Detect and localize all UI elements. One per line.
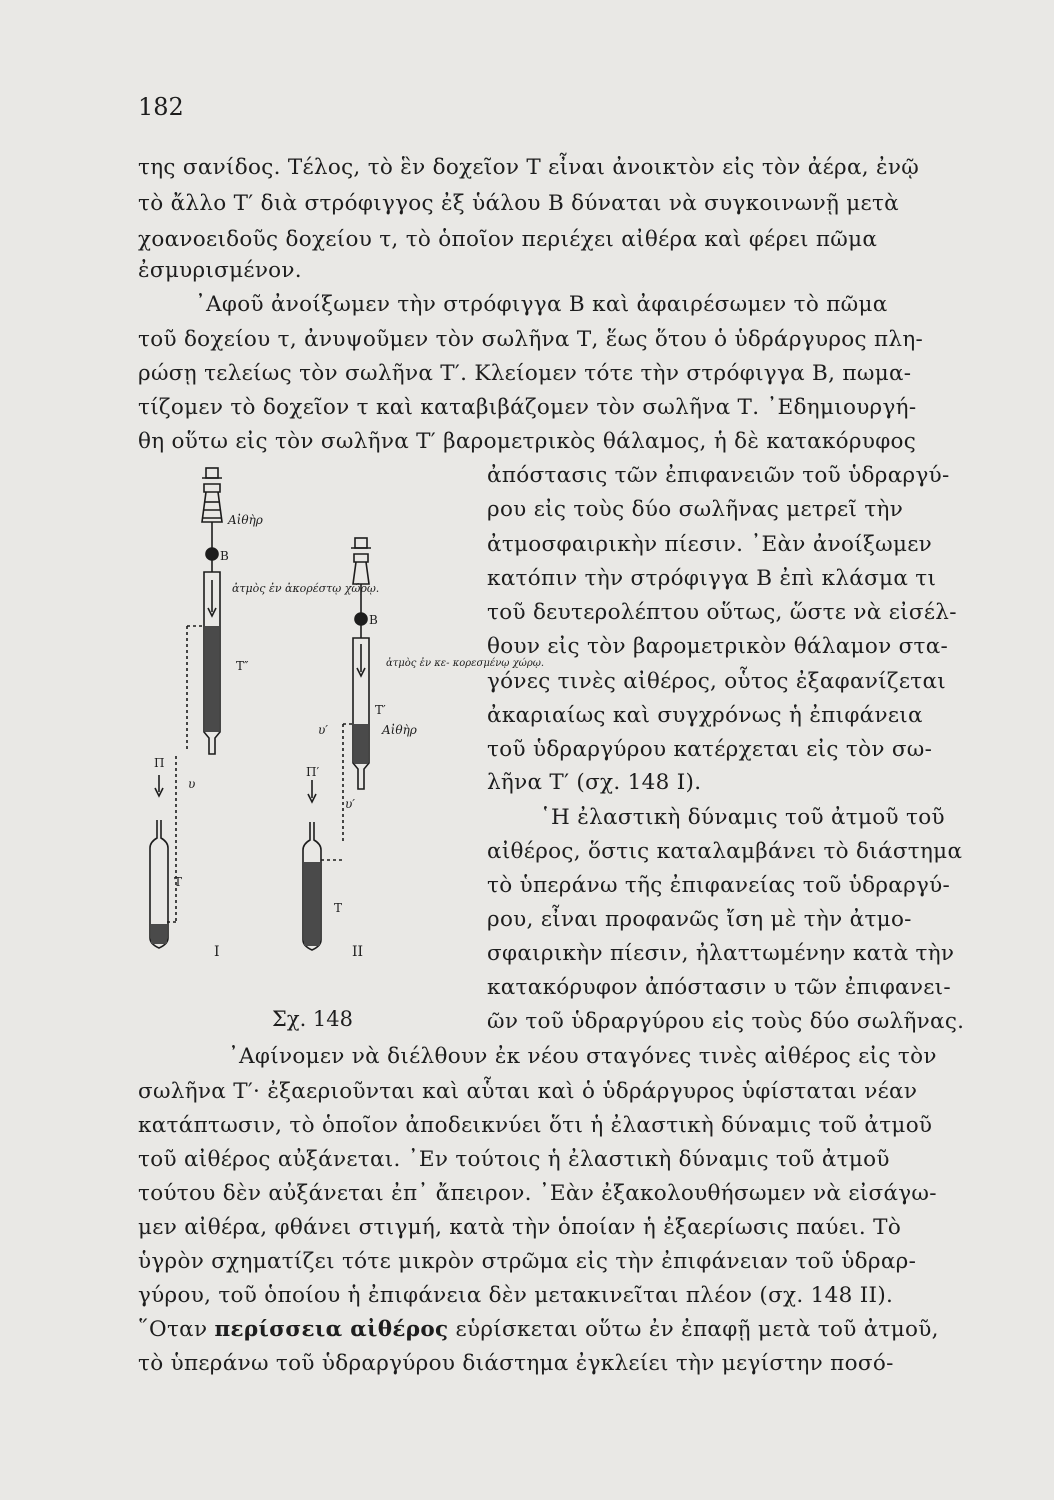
text-line: γόνες τινὲς αἰθέρος, οὗτος ἐξαφανίζεται: [487, 669, 947, 694]
text-rest: εὑρίσκεται οὕτω ἐν ἐπαφῇ μετὰ τοῦ ἀτμοῦ,: [448, 1317, 939, 1342]
text-line: τοῦ δευτερολέπτου οὕτως, ὥστε νὰ εἰσέλ-: [487, 600, 957, 625]
text-line: ᾿Αφίνομεν νὰ διέλθουν ἐκ νέου σταγόνες τινὲς αἰθέρος εἰς τὸν: [228, 1044, 937, 1069]
label-t: Τ: [334, 901, 343, 915]
text-line: τοῦ ὑδραργύρου κατέρχεται εἰς τὸν σω-: [487, 737, 933, 762]
figure-148-diagram: [140, 462, 545, 1062]
page-number: 182: [138, 93, 184, 121]
text-line: ἀκαριαίως καὶ συγχρόνως ἡ ἐπιφάνεια: [487, 703, 923, 728]
figure-caption: Σχ. 148: [272, 1007, 354, 1031]
text-line: μεν αἰθέρα, φθάνει στιγμή, κατὰ τὴν ὁποίαν ἡ ἐξαερίωσις παύει. Τὸ: [138, 1215, 902, 1240]
label-roman-1: Ι: [214, 944, 220, 960]
bold-term: περίσσεια αἰθέρος: [214, 1317, 449, 1342]
text-line: αἰθέρος, ὅστις καταλαμβάνει τὸ διάστημα: [487, 839, 963, 864]
text-line: γύρου, τοῦ ὁποίου ἡ ἐπιφάνεια δὲν μετακινεῖται πλέον (σχ. 148 ΙΙ).: [138, 1283, 894, 1308]
text-line: [138, 1315, 939, 1345]
text-line: ρου εἰς τοὺς δύο σωλῆνας μετρεῖ τὴν: [487, 497, 904, 522]
text-line: τοῦ δοχείου τ, ἀνυψοῦμεν τὸν σωλῆνα Τ, ἕως ὅτου ὁ ὑδράργυρος πλη-: [138, 327, 924, 352]
text-line: τούτου δὲν αὐξάνεται ἐπ᾿ ἄπειρον. ᾿Εὰν ἐξακολουθήσωμεν νὰ εἰσάγω-: [138, 1181, 937, 1206]
mercury-column: [354, 724, 368, 764]
text-line: ῾Η ἐλαστικὴ δύναμις τοῦ ἀτμοῦ τοῦ: [540, 805, 945, 830]
text-line: ὑγρὸν σχηματίζει τότε μικρὸν στρῶμα εἰς τὴν ἐπιφάνειαν τοῦ ὑδραρ-: [138, 1249, 917, 1274]
label-p: Π: [154, 756, 165, 770]
label-upsilon: υ: [188, 777, 196, 791]
label-upsilon-prime: υ′: [345, 797, 356, 811]
label-aither: Αἰθὴρ: [228, 513, 263, 527]
text-line: της σανίδος. Τέλος, τὸ ἓν δοχεῖον Τ εἶναι ἀνοικτὸν εἰς τὸν ἀέρα, ἐνῷ: [138, 155, 920, 180]
text-line: ᾿Αφοῦ ἀνοίξωμεν τὴν στρόφιγγα Β καὶ ἀφαιρέσωμεν τὸ πῶμα: [195, 292, 888, 317]
text-lead: ῞Οταν: [138, 1317, 215, 1342]
mercury-column: [151, 924, 167, 944]
label-roman-2: ΙΙ: [352, 944, 364, 960]
text-line: ἐσμυρισμένον.: [138, 258, 302, 283]
text-line: τὸ ἄλλο Τ′ διὰ στρόφιγγος ἐξ ὑάλου Β δύναται νὰ συγκοινωνῇ μετὰ: [138, 191, 899, 216]
text-line: ἀτμοσφαιρικὴν πίεσιν. ᾿Εὰν ἀνοίξωμεν: [487, 532, 933, 557]
label-atmos-kekoresmeno: ἀτμὸς ἐν κε- κορεσμένῳ χώρῳ.: [386, 658, 545, 669]
label-upsilon-prime: υ′: [318, 723, 329, 737]
text-line: κατάπτωσιν, τὸ ὁποῖον ἀποδεικνύει ὅτι ἡ ἐλαστικὴ δύναμις τοῦ ἀτμοῦ: [138, 1113, 933, 1138]
label-b: Β: [369, 613, 378, 627]
tube-t-1: [150, 775, 168, 948]
mercury-column: [304, 862, 320, 946]
label-aither: Αἰθὴρ: [382, 723, 417, 737]
text-line: τὸ ὑπεράνω τῆς ἐπιφανείας τοῦ ὑδραργύ-: [487, 873, 951, 898]
label-t-prime: Τ′: [375, 703, 386, 717]
text-line: κατακόρυφον ἀπόστασιν υ τῶν ἐπιφανει-: [487, 975, 951, 1000]
text-line: τὸ ὑπεράνω τοῦ ὑδραργύρου διάστημα ἐγκλείει τὴν μεγίστην ποσό-: [138, 1351, 894, 1376]
label-b: Β: [220, 549, 229, 563]
label-p-prime: Π′: [306, 765, 320, 779]
text-line: χοανοειδοῦς δοχείου τ, τὸ ὁποῖον περιέχει αἰθέρα καὶ φέρει πῶμα: [138, 227, 878, 252]
text-line: σωλῆνα Τ′· ἐξαεριοῦνται καὶ αὗται καὶ ὁ ὑδράργυρος ὑφίσταται νέαν: [138, 1079, 918, 1104]
label-atmos-akoresto: ἀτμὸς ἐν ἀκορέστῳ χώρῳ.: [232, 582, 380, 595]
text-line: ρώσῃ τελείως τὸν σωλῆνα Τ′. Κλείομεν τότε τὴν στρόφιγγα Β, πωμα-: [138, 361, 912, 386]
text-line: τοῦ αἰθέρος αὐξάνεται. ᾿Εν τούτοις ἡ ἐλαστικὴ δύναμις τοῦ ἀτμοῦ: [138, 1147, 890, 1172]
text-line: θουν εἰς τὸν βαρομετρικὸν θάλαμον στα-: [487, 634, 949, 659]
text-line: ἀπόστασις τῶν ἐπιφανειῶν τοῦ ὑδραργύ-: [487, 463, 950, 488]
mercury-column: [205, 626, 219, 732]
text-line: θη οὕτω εἰς τὸν σωλῆνα Τ′ βαρομετρικὸς θάλαμος, ἡ δὲ κατακόρυφος: [138, 429, 917, 454]
label-t-double-prime: Τ″: [236, 659, 249, 673]
text-line: ρου, εἶναι προφανῶς ἴση μὲ τὴν ἀτμο-: [487, 907, 912, 932]
text-line: ῶν τοῦ ὑδραργύρου εἰς τοὺς δύο σωλῆνας.: [487, 1009, 965, 1034]
text-line: σφαιρικὴν πίεσιν, ἠλαττωμένην κατὰ τὴν: [487, 941, 955, 966]
text-line: λῆνα Τ′ (σχ. 148 Ι).: [487, 770, 702, 795]
label-t: Τ: [174, 875, 183, 889]
text-line: τίζομεν τὸ δοχεῖον τ καὶ καταβιβάζομεν τὸν σωλῆνα Τ. ᾿Εδημιουργή-: [138, 395, 917, 420]
text-line: κατόπιν τὴν στρόφιγγα Β ἐπὶ κλάσμα τι: [487, 566, 937, 591]
